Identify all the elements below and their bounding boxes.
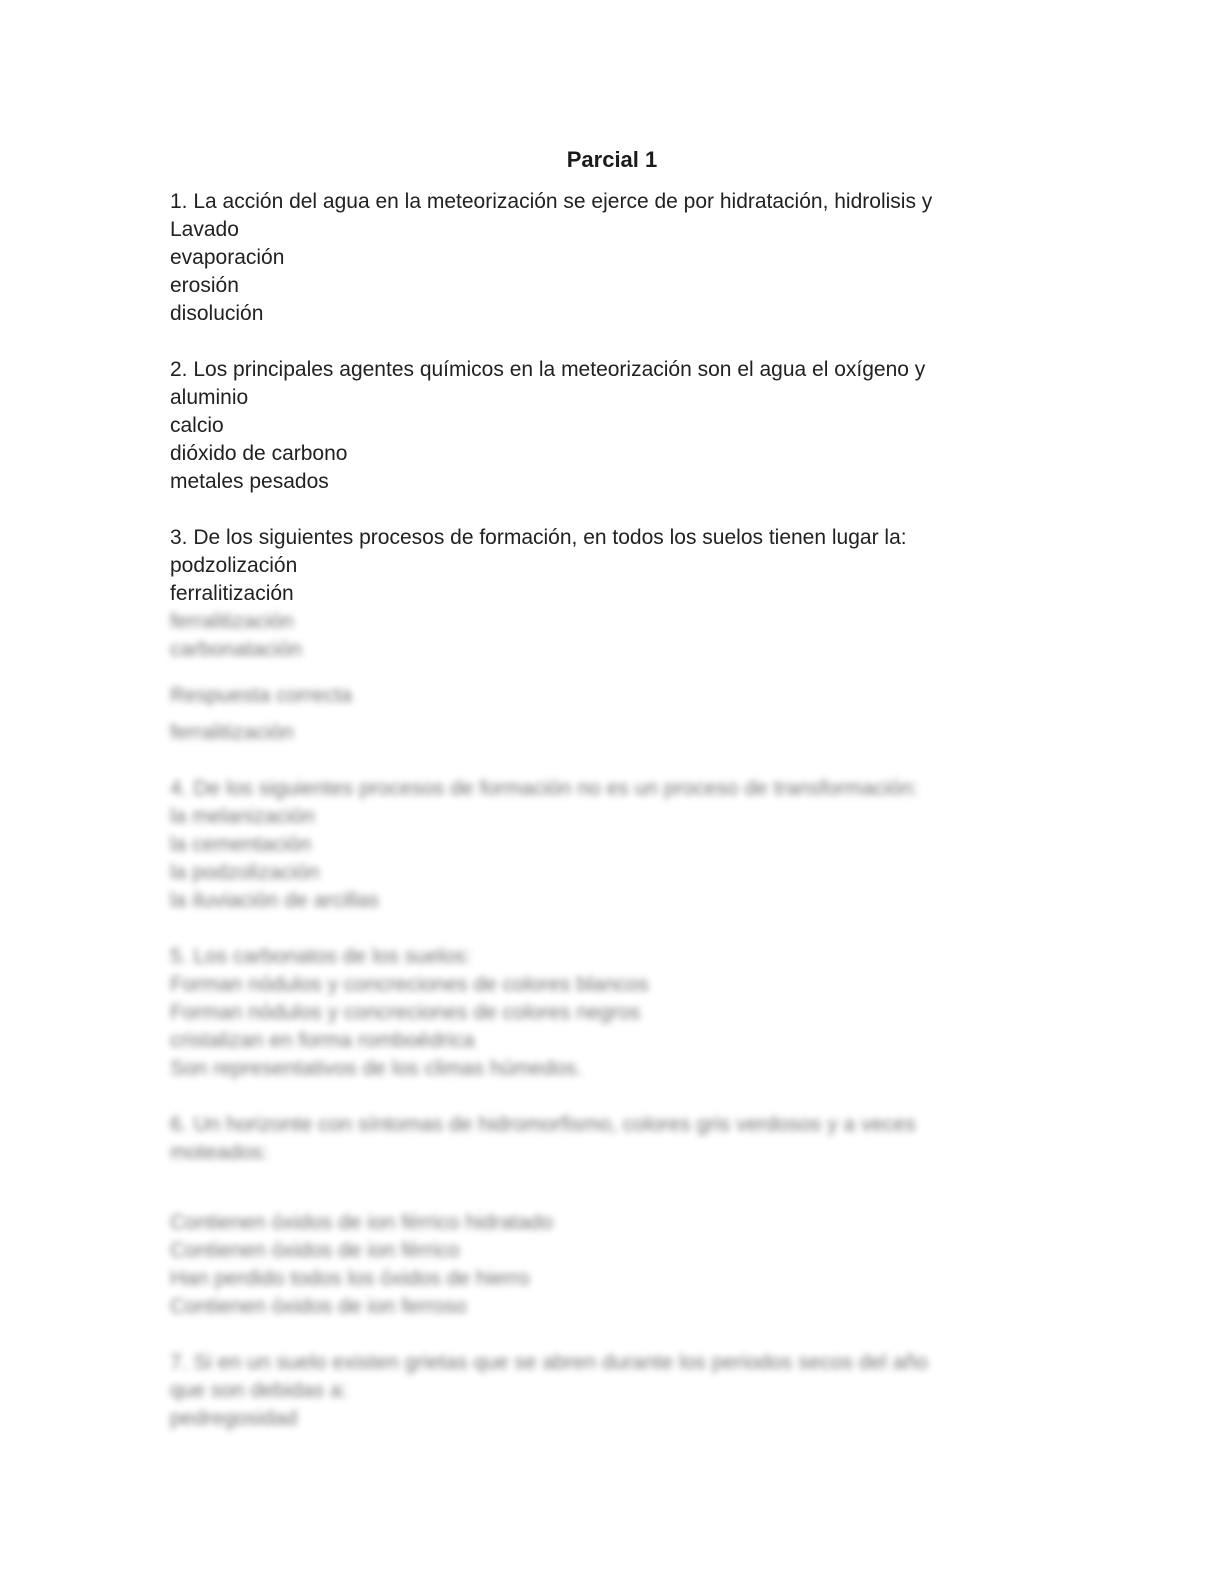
question-1: [170, 188, 1090, 328]
question-6-option-4: Contienen óxidos de ion ferroso: [170, 1295, 467, 1318]
question-4-text: 4. De los siguientes procesos de formación no es un proceso de transformación:: [170, 777, 919, 800]
question-7-option-1: pedregosidad: [170, 1407, 298, 1430]
question-5-option-1: Forman nódulos y concreciones de colores blancos: [170, 973, 649, 996]
question-3-option-2: ferralitización: [170, 582, 294, 605]
question-4-option-4: la iluviación de arcillas: [170, 889, 379, 912]
question-4: [170, 775, 1090, 915]
page-title: Parcial 1: [566, 147, 658, 172]
question-2: [170, 356, 1090, 496]
question-4-option-3: la podzolización: [170, 861, 320, 884]
question-6: [170, 1111, 1090, 1167]
question-2-option-1: calcio: [170, 414, 224, 437]
question-7-text-line-1: 7. Si en un suelo existen grietas que se abren durante los periodos secos del año: [170, 1351, 928, 1374]
question-3-option-4: carbonatación: [170, 638, 302, 661]
question-4-option-1: la melanización: [170, 805, 315, 828]
question-1-option-3: disolución: [170, 302, 264, 325]
question-6-options: [170, 1209, 1090, 1321]
question-1-text-line-1: 1. La acción del agua en la meteorización se ejerce de por hidratación, hidrolisis y: [170, 190, 933, 213]
question-5: [170, 943, 1090, 1083]
answer-value: [170, 719, 1090, 747]
answer-value-text: ferralitización: [170, 721, 294, 744]
question-6-text-line-2: moteados:: [170, 1141, 269, 1164]
question-2-option-3: metales pesados: [170, 470, 329, 493]
answer-label: [170, 682, 1090, 710]
question-2-option-2: dióxido de carbono: [170, 442, 348, 465]
question-2-text-line-1: 2. Los principales agentes químicos en la meteorización son el agua el oxígeno y: [170, 358, 926, 381]
question-6-option-1: Contienen óxidos de ion férrico hidratado: [170, 1211, 553, 1234]
question-3-text: 3. De los siguientes procesos de formación, en todos los suelos tienen lugar la:: [170, 526, 907, 549]
question-4-option-2: la cementación: [170, 833, 312, 856]
question-5-text: 5. Los carbonatos de los suelos:: [170, 945, 472, 968]
question-1-option-1: evaporación: [170, 246, 285, 269]
question-5-option-4: Son representativos de los climas húmedos.: [170, 1057, 583, 1080]
question-7-text-line-2: que son debidas a:: [170, 1379, 348, 1402]
answer-label-text: Respuesta correcta: [170, 684, 353, 707]
question-6-option-2: Contienen óxidos de ion férrico: [170, 1239, 460, 1262]
question-1-option-2: erosión: [170, 274, 239, 297]
question-5-option-3: cristalizan en forma romboédrica: [170, 1029, 475, 1052]
question-1-text-line-2: Lavado: [170, 218, 239, 241]
question-3-option-3: ferralitización: [170, 610, 294, 633]
question-2-text-line-2: aluminio: [170, 386, 249, 409]
question-7: [170, 1349, 1090, 1433]
question-3: [170, 524, 1090, 664]
question-5-option-2: Forman nódulos y concreciones de colores negros: [170, 1001, 641, 1024]
question-6-text-line-1: 6. Un horizonte con síntomas de hidromorfismo, colores gris verdosos y a veces: [170, 1113, 916, 1136]
question-6-option-3: Han perdido todos los óxidos de hierro: [170, 1267, 530, 1290]
question-3-option-1: podzolización: [170, 554, 298, 577]
